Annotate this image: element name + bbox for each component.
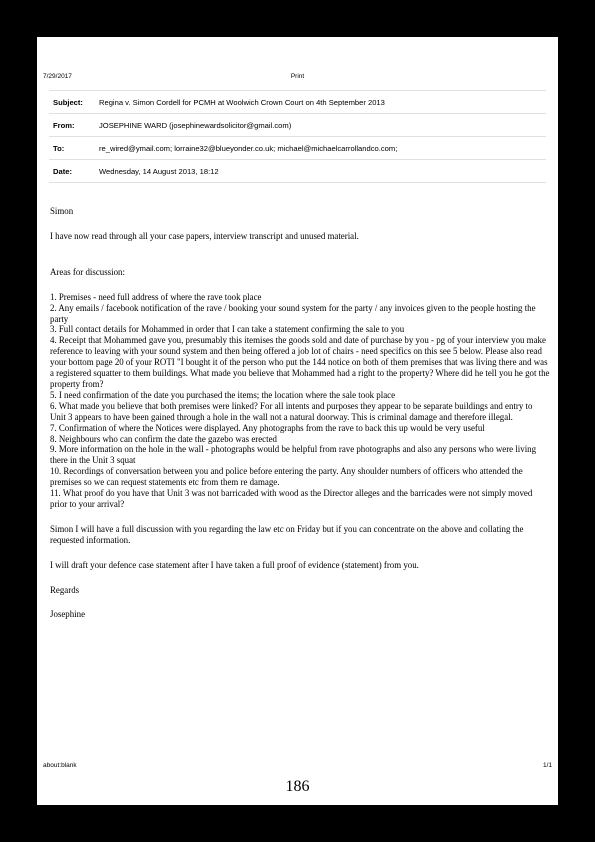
list-item: 8. Neighbours who can confirm the date the gazebo was erected bbox=[50, 433, 277, 444]
list-item: 2. Any emails / facebook notification of the rave / booking your sound system for the party / any invoices given to the people hosting the party bbox=[50, 302, 536, 324]
list-item: 3. Full contact details for Mohammed in order that I can take a statement confirming the sale to you bbox=[50, 324, 405, 335]
intro-paragraph: I have now read through all your case papers, interview transcript and unused material. bbox=[50, 230, 359, 241]
list-item: 11. What proof do you have that Unit 3 was not barricaded with wood as the Director alleges and the barricades were not simply moved prior to your arrival? bbox=[50, 488, 533, 509]
to-row bbox=[49, 137, 546, 160]
list-item: 10. Recordings of conversation between you and police before entering the party. Any shoulder numbers of officers who attended the premises so we can request statements etc from them re damage. bbox=[50, 466, 523, 488]
subject-label: Subject: bbox=[49, 91, 99, 114]
defence-paragraph: I will draft your defence case statement after I have taken a full proof of evidence (statement) from you. bbox=[50, 559, 419, 570]
date-label: Date: bbox=[49, 160, 99, 183]
subject-row bbox=[49, 91, 546, 114]
list-item: 1. Premises - need full address of where the rave took place bbox=[50, 291, 262, 302]
date-row bbox=[49, 160, 546, 183]
from-value: JOSEPHINE WARD (josephinewardsolicitor@gmail.com) bbox=[99, 114, 546, 137]
greeting: Simon bbox=[50, 206, 74, 216]
list-item: 6. What made you believe that both premises were linked? For all intents and purposes they appear to be separate buildings and entry to Unit 3 appears to have been gained through a hole in the wall not a natural doorway. This is criminal damage and therefore illegal. bbox=[50, 400, 533, 422]
from-row bbox=[49, 114, 546, 137]
list-item: 7. Confirmation of where the Notices were displayed. Any photographs from the rave to back this up would be very useful bbox=[50, 422, 485, 433]
to-label: To: bbox=[49, 137, 99, 160]
friday-paragraph: Simon I will have a full discussion with you regarding the law etc on Friday but if you can concentrate on the above and collating the requested information. bbox=[50, 523, 524, 545]
subject-value: Regina v. Simon Cordell for PCMH at Woolwich Crown Court on 4th September 2013 bbox=[99, 91, 546, 114]
areas-heading: Areas for discussion: bbox=[50, 266, 125, 277]
date-value: Wednesday, 14 August 2013, 18:12 bbox=[99, 160, 546, 183]
list-item: 5. I need confirmation of the date you purchased the items; the location where the sale took place bbox=[50, 389, 396, 400]
from-label: From: bbox=[49, 114, 99, 137]
footer-page-count: 1/1 bbox=[542, 762, 552, 769]
signature-name: Josephine bbox=[50, 609, 86, 620]
page-number: 186 bbox=[285, 778, 310, 795]
list-item: 4. Receipt that Mohammed gave you, presumably this itemises the goods sold and date of purchase by you - pg of your interview you make reference to leaving with your sound system and then being offered a job lot of chairs - need specifics on this see 5 below. Please also read your bottom page 20 of your ROTI "I bought it of the person who put the 144 notice on both of them premises that was living there and was a registered squatter to them buildings. What made you believe that Mohammed had a right to the property? Where did he tell you he got the property from? bbox=[50, 335, 550, 389]
signoff: Regards bbox=[50, 584, 80, 595]
email-body bbox=[50, 206, 550, 620]
document-page bbox=[37, 37, 558, 805]
footer-url: about:blank bbox=[43, 762, 77, 769]
to-value: re_wired@ymail.com; lorraine32@blueyonder.co.uk; michael@michaelcarrollandco.com; bbox=[99, 137, 546, 160]
list-item: 9. More information on the hole in the wall - photographs would be helpful from rave photographs and also any persons who were living there in the Unit 3 squat bbox=[50, 444, 537, 466]
print-title: Print bbox=[290, 73, 305, 80]
email-header-table bbox=[49, 90, 546, 183]
print-date: 7/29/2017 bbox=[43, 73, 72, 80]
